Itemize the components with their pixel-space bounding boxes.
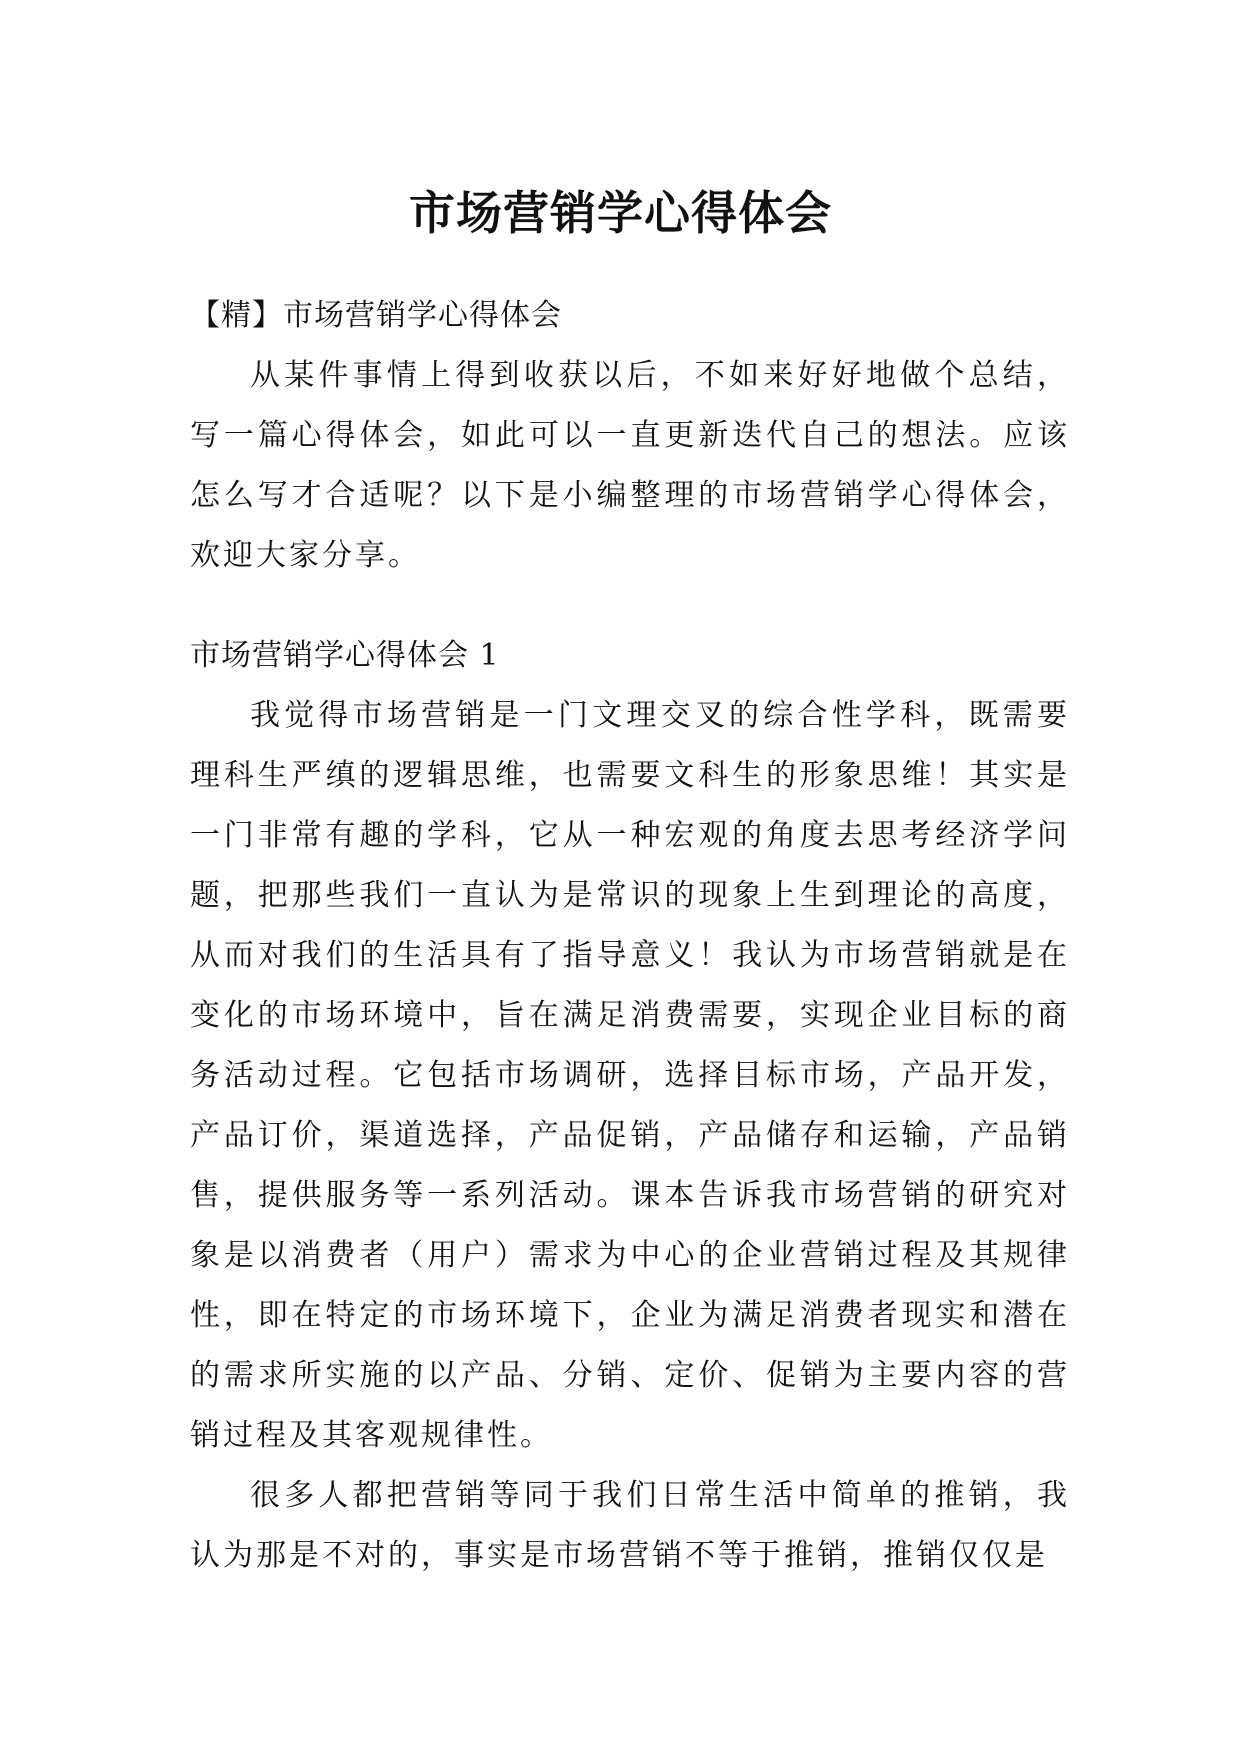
document-title: 市场营销学心得体会 (409, 185, 832, 240)
body-paragraph-2: 很多人都把营销等同于我们日常生活中简单的推销，我认为那是不对的，事实是市场营销不等于推销，推销仅仅是 (190, 1478, 1070, 1573)
body-paragraph-1: 我觉得市场营销是一门文理交叉的综合性学科，既需要理科生严缜的逻辑思维，也需要文科生的形象思维！其实是一门非常有趣的学科，它从一种宏观的角度去思考经济学问题，把那些我们一直认为是常识的现象上生到理论的高度，从而对我们的生活具有了指导意义！我认为市场营销就是在变化的市场环境中，旨在满足消费需要，实现企业目标的商务活动过程。它包括市场调研，选择目标市场，产品开发，产品订价，渠道选择，产品促销，产品储存和运输，产品销售，提供服务等一系列活动。课本告诉我市场营销的研究对象是以消费者（用户）需求为中心的企业营销过程及其规律性，即在特定的市场环境下，企业为满足消费者现实和潜在的需求所实施的以产品、分销、定价、促销为主要内容的营销过程及其客观规律性。 (190, 698, 1070, 1453)
intro-label: 【精】市场营销学心得体会 (190, 298, 562, 333)
intro-paragraph: 从某件事情上得到收获以后，不如来好好地做个总结，写一篇心得体会，如此可以一直更新迭代自己的想法。应该怎么写才合适呢？以下是小编整理的市场营销学心得体会，欢迎大家分享。 (190, 358, 1070, 573)
section-spacer (190, 586, 1070, 626)
document-body (190, 286, 1070, 1586)
section-heading: 市场营销学心得体会 1 (190, 638, 500, 673)
